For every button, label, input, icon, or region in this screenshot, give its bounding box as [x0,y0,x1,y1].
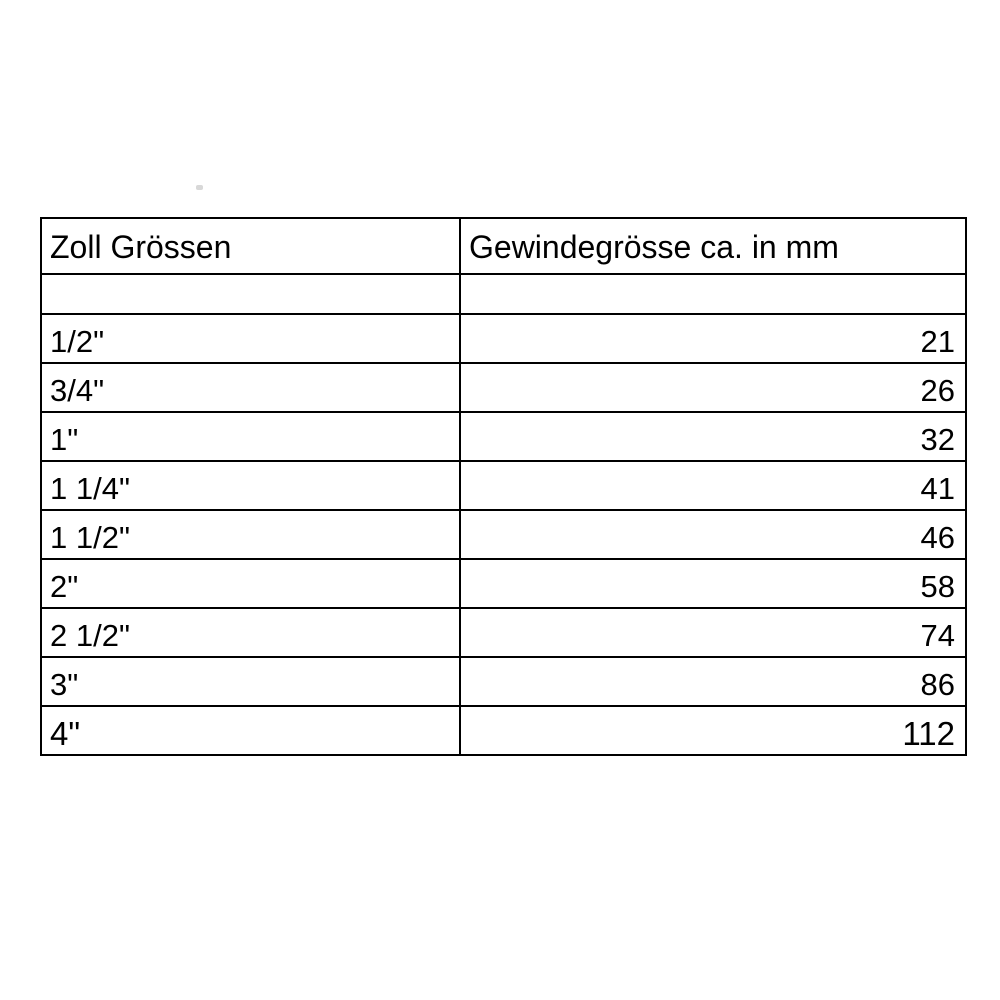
value-zoll: 4" [50,715,81,752]
value-mm: 26 [920,373,955,408]
value-mm: 112 [902,715,955,752]
table-row [41,314,966,363]
table-row [41,412,966,461]
cell-zoll [41,559,460,608]
table-row [41,706,966,755]
value-zoll: 3" [50,667,79,702]
value-mm: 58 [920,569,955,604]
table-row [41,657,966,706]
cell-mm [460,657,966,706]
value-zoll: 2 1/2" [50,618,130,653]
cell-zoll [41,314,460,363]
value-mm: 86 [920,667,955,702]
value-mm: 41 [920,471,955,506]
header-cell-gewinde [460,218,966,274]
value-zoll: 1" [50,422,79,457]
table-row [41,461,966,510]
cell-zoll [41,608,460,657]
spacer-cell-left [41,274,460,314]
header-label-zoll: Zoll Grössen [50,229,232,265]
size-table-container [40,217,965,756]
cell-zoll [41,657,460,706]
value-zoll: 3/4" [50,373,105,408]
cell-mm [460,314,966,363]
table-spacer-row [41,274,966,314]
spacer-cell-right [460,274,966,314]
table-row [41,510,966,559]
cell-mm [460,706,966,755]
cell-mm [460,363,966,412]
value-mm: 46 [920,520,955,555]
header-cell-zoll [41,218,460,274]
value-zoll: 1/2" [50,324,105,359]
cell-zoll [41,706,460,755]
table-row [41,363,966,412]
cell-zoll [41,510,460,559]
cell-zoll [41,412,460,461]
cell-zoll [41,363,460,412]
cell-zoll [41,461,460,510]
table-header-row [41,218,966,274]
thread-size-table [40,217,967,756]
value-zoll: 2" [50,569,79,604]
table-row [41,608,966,657]
cell-mm [460,461,966,510]
cell-mm [460,412,966,461]
cell-mm [460,608,966,657]
table-row [41,559,966,608]
value-mm: 32 [920,422,955,457]
value-mm: 21 [920,324,955,359]
header-label-gewinde: Gewindegrösse ca. in mm [469,229,839,265]
dust-speck [196,185,203,190]
cell-mm [460,559,966,608]
value-zoll: 1 1/4" [50,471,130,506]
cell-mm [460,510,966,559]
value-mm: 74 [920,618,955,653]
value-zoll: 1 1/2" [50,520,130,555]
